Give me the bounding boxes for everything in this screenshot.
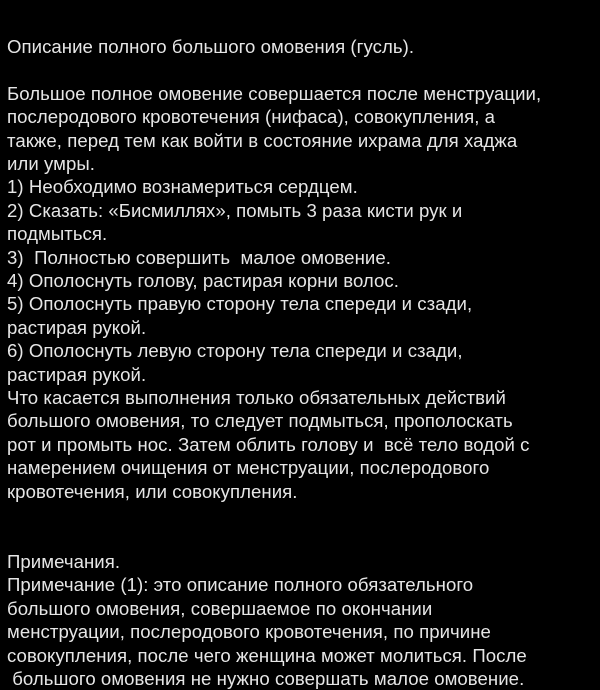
step-1-line: 1) Необходимо вознамериться сердцем. [7,176,358,198]
document-body [7,35,596,690]
intro-line: Большое полное омовение совершается после менструации, [7,82,542,104]
step-3-line: 3) Полностью совершить малое омовение. [7,246,391,268]
obligatory-line: Что касается выполнения только обязательных действий [7,387,506,409]
note-line: большого омовения не нужно совершать малое омовение. [7,667,525,689]
step-2-line: подмыться. [7,223,108,245]
step-6-line: растирая рукой. [7,363,147,385]
step-2-line: 2) Сказать: «Бисмиллях», помыть 3 раза кисти рук и [7,199,463,221]
section-spacer [7,503,596,550]
notes-heading: Примечания. [7,550,121,572]
obligatory-line: намерением очищения от менструации, послеродового [7,457,490,479]
obligatory-line: большого омовения, то следует подмыться, прополоскать [7,410,513,432]
note-line: большого омовения, совершаемое по окончании [7,597,433,619]
step-5-line: растирая рукой. [7,316,147,338]
step-5-line: 5) Ополоснуть правую сторону тела спереди и сзади, [7,293,473,315]
intro-line: или умры. [7,153,95,175]
obligatory-line: рот и промыть нос. Затем облить голову и всё тело водой с [7,433,530,455]
paragraph-spacer [7,58,596,81]
note-line: менструации, послеродового кровотечения, по причине [7,621,491,643]
intro-line: послеродового кровотечения (нифаса), совокупления, а [7,106,496,128]
note-line: совокупления, после чего женщина может молиться. После [7,644,527,666]
note-line: Примечание (1): это описание полного обязательного [7,574,474,596]
step-4-line: 4) Ополоснуть голову, растирая корни волос. [7,270,399,292]
step-6-line: 6) Ополоснуть левую сторону тела спереди и сзади, [7,340,463,362]
document-title: Описание полного большого омовения (гусль). [7,36,415,57]
intro-line: также, перед тем как войти в состояние ихрама для хаджа [7,129,518,151]
obligatory-line: кровотечения, или совокупления. [7,480,298,502]
